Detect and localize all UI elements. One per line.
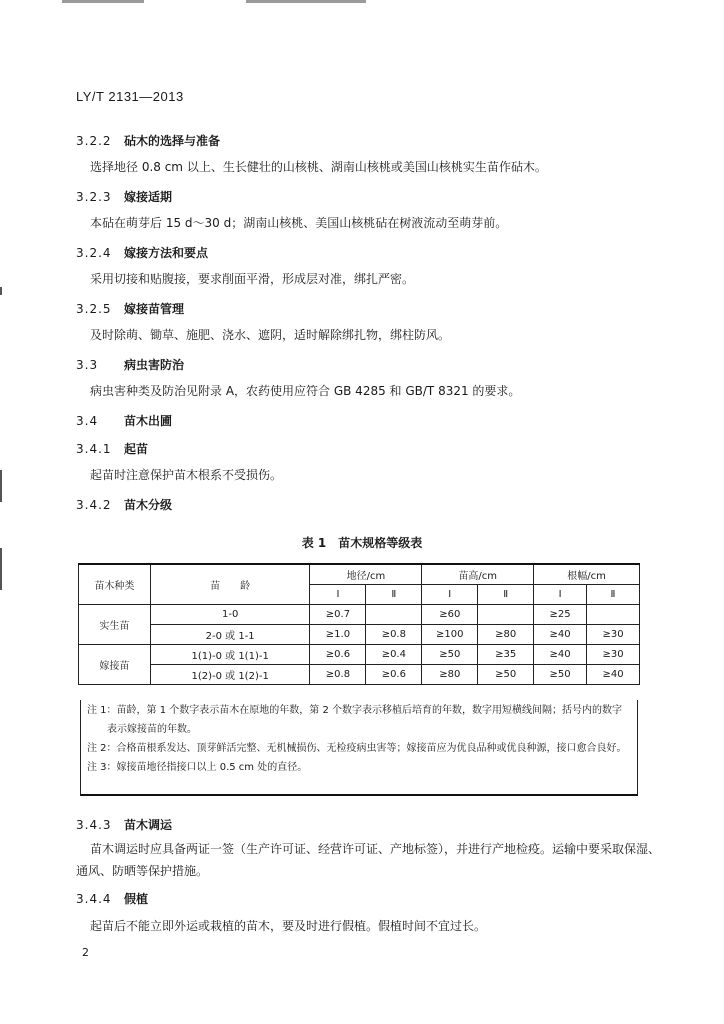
value-cell <box>478 605 534 625</box>
doc-header-code: LY/T 2131—2013 <box>76 89 184 104</box>
value-cell: ≥100 <box>422 625 478 645</box>
value-cell: ≥0.8 <box>310 665 366 685</box>
section-heading: 3.4.2 苗木分级 <box>76 498 173 512</box>
value-cell <box>587 605 640 625</box>
value-cell: ≥40 <box>534 645 587 665</box>
table-caption: 表 1 苗木规格等级表 <box>301 536 423 550</box>
value-cell: ≥1.0 <box>310 625 366 645</box>
value-cell: ≥80 <box>478 625 534 645</box>
table-notes <box>80 700 638 796</box>
grade-label: Ⅰ <box>534 585 587 605</box>
value-cell: ≥40 <box>534 625 587 645</box>
value-cell: ≥0.6 <box>366 665 422 685</box>
age-cell: 1(1)-0 或 1(1)-1 <box>150 645 310 665</box>
value-cell: ≥0.7 <box>310 605 366 625</box>
value-cell: ≥30 <box>587 625 640 645</box>
section-text: 病虫害种类及防治见附录 A，农药使用应符合 GB 4285 和 GB/T 8321 的要求。 <box>90 384 521 398</box>
header-root-width: 根幅/cm <box>534 564 640 585</box>
value-cell: ≥50 <box>534 665 587 685</box>
scan-artifact <box>0 287 2 295</box>
grade-label: Ⅱ <box>366 585 422 605</box>
value-cell: ≥25 <box>534 605 587 625</box>
section-heading: 3.2.5 嫁接苗管理 <box>76 302 185 316</box>
section-heading: 3.2.4 嫁接方法和要点 <box>76 246 209 260</box>
scan-artifact <box>246 0 366 3</box>
value-cell: ≥35 <box>478 645 534 665</box>
section-text: 起苗后不能立即外运或栽植的苗木，要及时进行假植。假植时间不宜过长。 <box>90 919 487 933</box>
section-text: 及时除萌、锄草、施肥、浇水、遮阴，适时解除绑扎物，绑柱防风。 <box>90 328 451 342</box>
section-text: 选择地径 0.8 cm 以上、生长健壮的山核桃、湖南山核桃或美国山核桃实生苗作砧木。 <box>90 160 547 174</box>
grade-label: Ⅱ <box>478 585 534 605</box>
header-height: 苗高/cm <box>422 564 534 585</box>
grade-label: Ⅰ <box>310 585 366 605</box>
age-cell: 1-0 <box>150 605 310 625</box>
section-heading: 3.3 病虫害防治 <box>76 358 185 372</box>
table-note: 注 1：苗龄，第 1 个数字表示苗木在原地的年数，第 2 个数字表示移植后培育的年数，数字用短横线间隔；括号内的数字表示嫁接苗的年数。 <box>87 705 622 735</box>
section-heading: 3.4 苗木出圃 <box>76 414 173 428</box>
value-cell: ≥50 <box>422 645 478 665</box>
value-cell: ≥50 <box>478 665 534 685</box>
header-ground-diameter: 地径/cm <box>310 564 422 585</box>
table-row <box>79 665 640 685</box>
value-cell: ≥0.4 <box>366 645 422 665</box>
seedling-grade-table <box>78 563 640 685</box>
seedling-type-cell: 嫁接苗 <box>79 645 151 685</box>
section-heading: 3.2.3 嫁接适期 <box>76 190 173 204</box>
scan-artifact <box>0 548 2 590</box>
section-heading: 3.4.1 起苗 <box>76 442 149 456</box>
table-row <box>79 645 640 665</box>
section-heading: 3.2.2 砧木的选择与准备 <box>76 134 221 148</box>
scan-artifact <box>62 0 144 3</box>
section-heading: 3.4.3 苗木调运 <box>76 818 173 832</box>
table-note: 注 2：合格苗根系发达、顶芽鲜活完整、无机械损伤、无检疫病虫害等；嫁接苗应为优良品种或优良种源，接口愈合良好。 <box>87 743 627 754</box>
value-cell: ≥40 <box>587 665 640 685</box>
section-text: 起苗时注意保护苗木根系不受损伤。 <box>90 468 283 482</box>
value-cell: ≥0.6 <box>310 645 366 665</box>
value-cell <box>366 605 422 625</box>
age-cell: 2-0 或 1-1 <box>150 625 310 645</box>
section-text: 苗木调运时应具备两证一签（生产许可证、经营许可证、产地标签），并进行产地检疫。运输中要采取保湿、通风、防晒等保护措施。 <box>76 842 661 878</box>
section-heading: 3.4.4 假植 <box>76 892 149 906</box>
header-seedling-type: 苗木种类 <box>79 564 151 605</box>
header-age: 苗 龄 <box>150 564 310 605</box>
table-row <box>79 625 640 645</box>
page-number: 2 <box>82 946 89 959</box>
value-cell: ≥0.8 <box>366 625 422 645</box>
value-cell: ≥30 <box>587 645 640 665</box>
section-text: 本砧在萌芽后 15 d～30 d；湖南山核桃、美国山核桃砧在树液流动至萌芽前。 <box>90 216 508 230</box>
table-note: 注 3：嫁接苗地径指接口以上 0.5 cm 处的直径。 <box>87 762 308 773</box>
grade-label: Ⅰ <box>422 585 478 605</box>
scan-artifact <box>0 470 2 502</box>
section-text: 采用切接和贴腹接，要求削面平滑，形成层对准，绑扎严密。 <box>90 272 415 286</box>
table-row <box>79 605 640 625</box>
value-cell: ≥60 <box>422 605 478 625</box>
age-cell: 1(2)-0 或 1(2)-1 <box>150 665 310 685</box>
grade-label: Ⅱ <box>587 585 640 605</box>
value-cell: ≥80 <box>422 665 478 685</box>
seedling-type-cell: 实生苗 <box>79 605 151 645</box>
